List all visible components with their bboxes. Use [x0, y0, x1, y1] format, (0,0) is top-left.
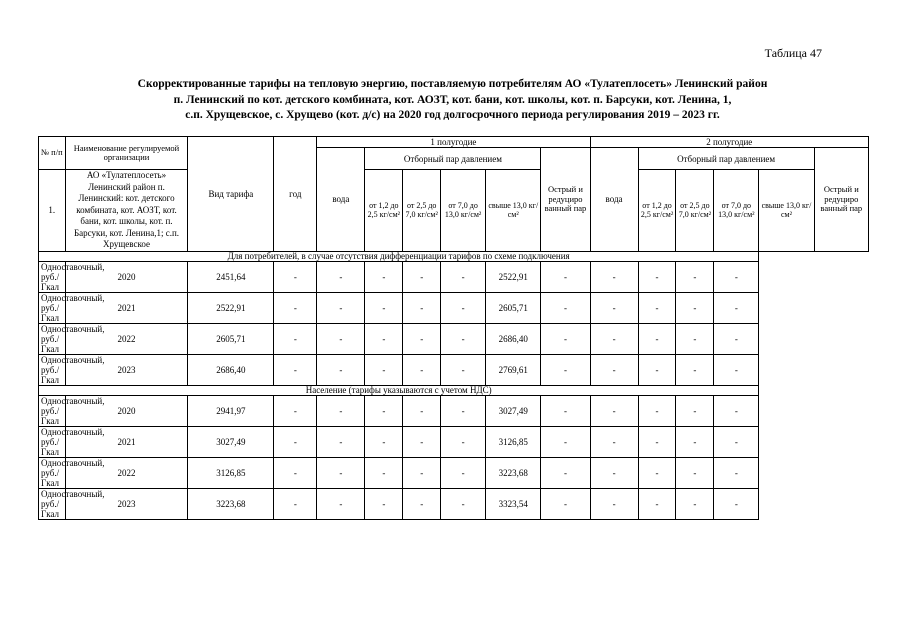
dash-cell: - [274, 261, 317, 292]
dash-cell: - [590, 395, 638, 426]
dash-cell: - [541, 488, 590, 519]
table-row [39, 354, 869, 385]
title-line: с.п. Хрущевское, с. Хрущево (кот. д/с) на 2020 год долгосрочного периода регулирования 2019 – 2023 гг. [185, 109, 720, 121]
dash-cell: - [317, 395, 365, 426]
dash-cell: - [541, 292, 590, 323]
dash-cell: - [441, 354, 486, 385]
dash-cell: - [714, 488, 759, 519]
dash-cell: - [714, 395, 759, 426]
water-value-h1: 3027,49 [188, 426, 274, 457]
dash-cell: - [676, 354, 714, 385]
dash-cell: - [676, 395, 714, 426]
header-pressure-4: свыше 13,0 кг/см² [759, 170, 814, 252]
header-org: Наименование регулируемой организации [65, 137, 188, 170]
dash-cell: - [365, 292, 403, 323]
water-value-h2: 3126,85 [486, 426, 541, 457]
section-label: Для потребителей, в случае отсутствия дифференциации тарифов по схеме подключения [39, 251, 759, 261]
section-label: Население (тарифы указываются с учетом НДС) [39, 385, 759, 395]
dash-cell: - [441, 395, 486, 426]
dash-cell: - [317, 261, 365, 292]
dash-cell: - [274, 323, 317, 354]
water-value-h1: 2686,40 [188, 354, 274, 385]
header-pressure-4: свыше 13,0 кг/см² [486, 170, 541, 252]
water-value-h2: 3223,68 [486, 457, 541, 488]
dash-cell: - [541, 457, 590, 488]
dash-cell: - [638, 395, 676, 426]
dash-cell: - [714, 457, 759, 488]
header-steam1: Отборный пар давлением [365, 148, 541, 170]
tariff-type: Одноставочный, руб./Гкал [39, 261, 66, 292]
tariff-type: Одноставочный, руб./Гкал [39, 395, 66, 426]
tariff-year: 2022 [65, 457, 188, 488]
tariff-type: Одноставочный, руб./Гкал [39, 488, 66, 519]
table-row [39, 261, 869, 292]
dash-cell: - [714, 354, 759, 385]
header-sharp1: Острый и редуциро ванный пар [541, 148, 590, 252]
tariff-year: 2022 [65, 323, 188, 354]
tariff-type: Одноставочный, руб./Гкал [39, 354, 66, 385]
dash-cell: - [317, 488, 365, 519]
water-value-h2: 2686,40 [486, 323, 541, 354]
dash-cell: - [590, 426, 638, 457]
water-value-h1: 2941,97 [188, 395, 274, 426]
dash-cell: - [403, 292, 441, 323]
water-value-h1: 3126,85 [188, 457, 274, 488]
water-value-h1: 2605,71 [188, 323, 274, 354]
header-pressure-2: от 2,5 до 7,0 кг/см² [676, 170, 714, 252]
header-pressure-3: от 7,0 до 13,0 кг/см² [714, 170, 759, 252]
dash-cell: - [441, 323, 486, 354]
dash-cell: - [714, 426, 759, 457]
dash-cell: - [317, 457, 365, 488]
dash-cell: - [365, 488, 403, 519]
dash-cell: - [274, 426, 317, 457]
dash-cell: - [403, 395, 441, 426]
header-water2: вода [590, 148, 638, 252]
tariff-type: Одноставочный, руб./Гкал [39, 323, 66, 354]
dash-cell: - [676, 323, 714, 354]
table-row [39, 457, 869, 488]
water-value-h2: 2522,91 [486, 261, 541, 292]
dash-cell: - [403, 488, 441, 519]
dash-cell: - [590, 261, 638, 292]
dash-cell: - [541, 261, 590, 292]
dash-cell: - [403, 354, 441, 385]
table-row [39, 323, 869, 354]
dash-cell: - [441, 488, 486, 519]
dash-cell: - [714, 323, 759, 354]
dash-cell: - [274, 292, 317, 323]
header-type: Вид тарифа [188, 137, 274, 252]
dash-cell: - [541, 323, 590, 354]
header-pressure-1: от 1,2 до 2,5 кг/см² [638, 170, 676, 252]
water-value-h2: 3027,49 [486, 395, 541, 426]
dash-cell: - [590, 323, 638, 354]
dash-cell: - [365, 323, 403, 354]
table-row [39, 292, 869, 323]
dash-cell: - [274, 354, 317, 385]
tariff-year: 2020 [65, 395, 188, 426]
water-value-h1: 3223,68 [188, 488, 274, 519]
dash-cell: - [638, 457, 676, 488]
tariff-year: 2020 [65, 261, 188, 292]
dash-cell: - [317, 426, 365, 457]
dash-cell: - [403, 323, 441, 354]
tariff-type: Одноставочный, руб./Гкал [39, 292, 66, 323]
table-row [39, 488, 869, 519]
dash-cell: - [676, 488, 714, 519]
header-water1: вода [317, 148, 365, 252]
header-half2: 2 полугодие [590, 137, 868, 148]
table-number: Таблица 47 [764, 46, 822, 60]
dash-cell: - [403, 261, 441, 292]
tariff-type: Одноставочный, руб./Гкал [39, 426, 66, 457]
tariff-table [38, 136, 869, 520]
title-line: Скорректированные тарифы на тепловую энергию, поставляемую потребителям АО «Тулатеплосеть» Ленинский район [137, 78, 768, 90]
dash-cell: - [638, 323, 676, 354]
water-value-h2: 2605,71 [486, 292, 541, 323]
dash-cell: - [590, 292, 638, 323]
dash-cell: - [274, 395, 317, 426]
dash-cell: - [441, 292, 486, 323]
dash-cell: - [365, 395, 403, 426]
dash-cell: - [403, 457, 441, 488]
tariff-year: 2023 [65, 354, 188, 385]
header-num: № п/п [39, 137, 66, 170]
table-row [39, 395, 869, 426]
dash-cell: - [590, 457, 638, 488]
water-value-h2: 3323,54 [486, 488, 541, 519]
organization-name: АО «Тулатеплосеть» Ленинский район п. Ленинский: кот. детского комбината, кот. АОЗТ, кот. бани, кот. школы, кот. п. Барсуки, кот. Ленина,1; с.п. Хрущевское [65, 170, 188, 252]
dash-cell: - [317, 354, 365, 385]
dash-cell: - [541, 354, 590, 385]
dash-cell: - [714, 292, 759, 323]
dash-cell: - [590, 354, 638, 385]
dash-cell: - [274, 488, 317, 519]
dash-cell: - [365, 457, 403, 488]
dash-cell: - [365, 354, 403, 385]
dash-cell: - [714, 261, 759, 292]
water-value-h2: 2769,61 [486, 354, 541, 385]
dash-cell: - [317, 323, 365, 354]
tariff-type: Одноставочный, руб./Гкал [39, 457, 66, 488]
dash-cell: - [590, 488, 638, 519]
title-line: п. Ленинский по кот. детского комбината, кот. АОЗТ, кот. бани, кот. школы, кот. п. Барсуки, кот. Ленина, 1, [173, 93, 732, 106]
dash-cell: - [541, 426, 590, 457]
dash-cell: - [676, 457, 714, 488]
water-value-h1: 2522,91 [188, 292, 274, 323]
dash-cell: - [441, 457, 486, 488]
dash-cell: - [274, 457, 317, 488]
header-half1: 1 полугодие [317, 137, 590, 148]
dash-cell: - [638, 354, 676, 385]
document-title [40, 77, 865, 124]
header-pressure-2: от 2,5 до 7,0 кг/см² [403, 170, 441, 252]
dash-cell: - [638, 292, 676, 323]
dash-cell: - [638, 261, 676, 292]
dash-cell: - [676, 292, 714, 323]
dash-cell: - [638, 426, 676, 457]
header-pressure-3: от 7,0 до 13,0 кг/см² [441, 170, 486, 252]
dash-cell: - [317, 292, 365, 323]
dash-cell: - [441, 426, 486, 457]
dash-cell: - [365, 261, 403, 292]
dash-cell: - [365, 426, 403, 457]
tariff-year: 2023 [65, 488, 188, 519]
dash-cell: - [638, 488, 676, 519]
dash-cell: - [403, 426, 441, 457]
water-value-h1: 2451,64 [188, 261, 274, 292]
tariff-year: 2021 [65, 292, 188, 323]
header-sharp2: Острый и редуциро ванный пар [814, 148, 868, 252]
header-pressure-1: от 1,2 до 2,5 кг/см² [365, 170, 403, 252]
header-steam2: Отборный пар давлением [638, 148, 814, 170]
dash-cell: - [676, 261, 714, 292]
dash-cell: - [441, 261, 486, 292]
dash-cell: - [676, 426, 714, 457]
tariff-year: 2021 [65, 426, 188, 457]
row-number: 1. [39, 170, 66, 252]
table-row [39, 426, 869, 457]
header-year: год [274, 137, 317, 252]
dash-cell: - [541, 395, 590, 426]
